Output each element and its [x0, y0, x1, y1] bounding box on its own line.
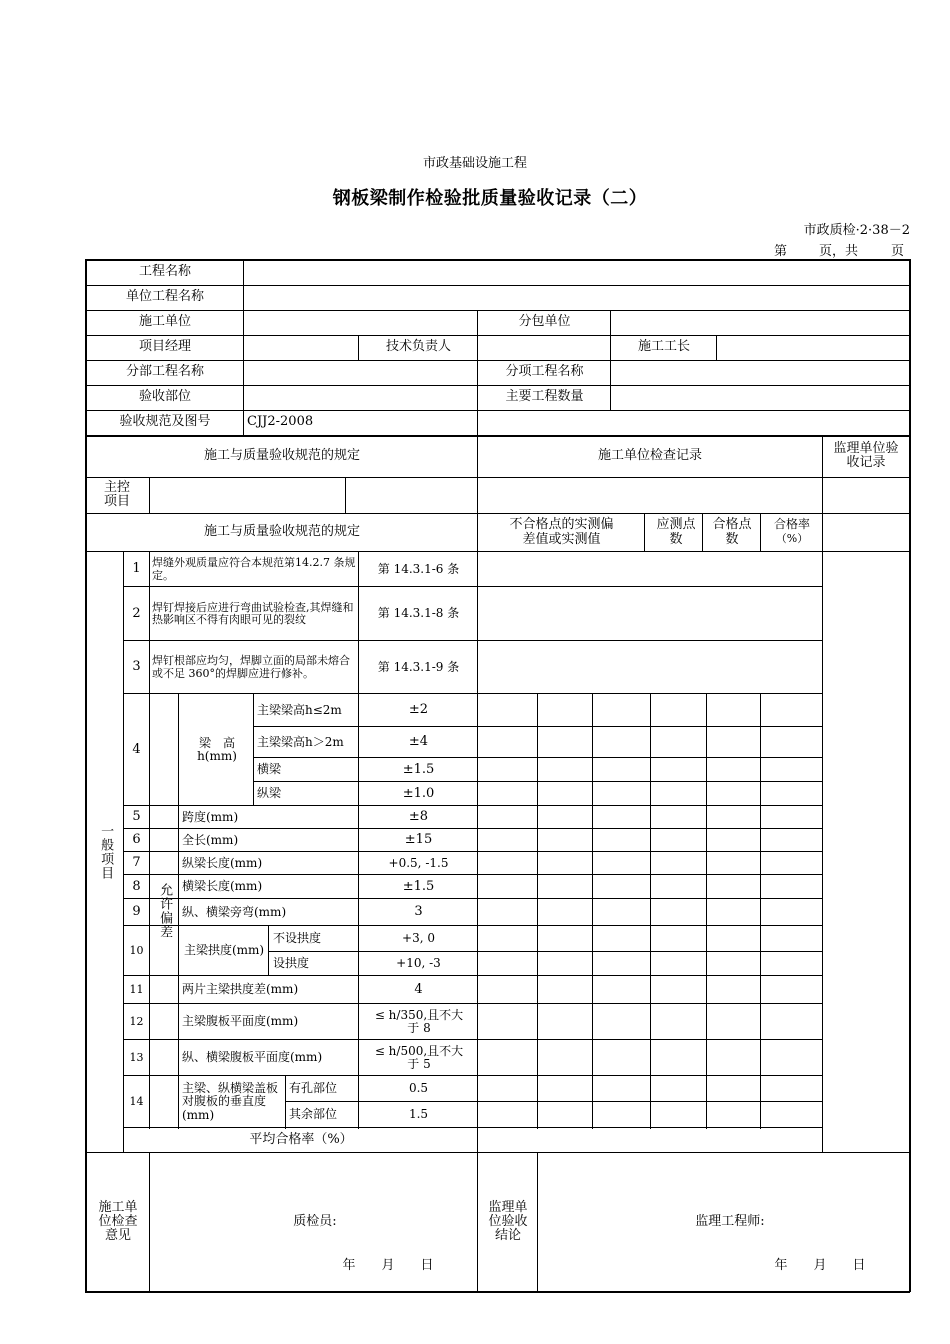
row-4a-value: ±2 [408, 702, 429, 718]
row-9-no: 9 [132, 904, 141, 920]
label-division-name: 分部工程名称 [125, 364, 204, 380]
grid-line [149, 1152, 150, 1292]
row-8-no: 8 [132, 878, 141, 894]
row-13-label: 纵、横梁腹板平面度(mm) [182, 1050, 323, 1065]
grid-line [149, 477, 150, 514]
row-4c-value: ±1.5 [402, 761, 435, 777]
label-engineer: 监理工程师: [695, 1213, 765, 1229]
row-4-no: 4 [132, 741, 141, 757]
row-13-no: 13 [129, 1050, 144, 1064]
grid-line [85, 1291, 910, 1293]
label-unit-project-name: 单位工程名称 [125, 289, 204, 305]
form-code: 市政质检·2·38－2 [803, 223, 910, 238]
date-contractor: 年 月 日 [342, 1257, 434, 1273]
label-supervisor-conclusion: 监理单位验收结论 [488, 1199, 528, 1244]
row-11-label: 两片主梁拱度差(mm) [182, 982, 299, 997]
grid-line [477, 1152, 478, 1292]
row-1-desc: 焊缝外观质量应符合本规范第14.2.7 条规定。 [152, 556, 356, 582]
label-project-name: 工程名称 [138, 264, 191, 280]
header-spec-rules-2: 施工与质量验收规范的规定 [203, 524, 360, 540]
grid-line [702, 513, 703, 552]
row-14a-label: 有孔部位 [289, 1081, 338, 1096]
label-tech-lead: 技术负责人 [385, 339, 451, 355]
row-2-ref: 第 14.3.1-8 条 [377, 606, 460, 621]
label-general-items: 一般项目 [98, 824, 114, 880]
row-10a-value: +3, 0 [402, 931, 435, 946]
label-spec: 验收规范及图号 [119, 414, 211, 430]
row-5-no: 5 [132, 809, 141, 825]
row-3-desc: 焊钉根部应均匀，焊脚立面的局部未熔合或不足 360°的焊脚应进行修补。 [152, 654, 350, 680]
subtitle: 市政基础设施工程 [422, 156, 527, 171]
row-12-label: 主梁腹板平面度(mm) [182, 1014, 299, 1029]
grid-line [650, 693, 651, 1129]
header-contractor-record: 施工单位检查记录 [597, 447, 702, 463]
grid-line [760, 693, 761, 1129]
label-site-foreman: 施工工长 [637, 339, 690, 355]
row-12-no: 12 [129, 1014, 144, 1028]
row-14-group: 主梁、纵横梁盖板对腹板的垂直度(mm) [182, 1081, 279, 1122]
header-should-measure: 应测点数 [656, 517, 696, 547]
spec-value: CJJ2-2008 [247, 414, 314, 430]
row-9-value: 3 [414, 904, 423, 920]
grid-line [592, 693, 593, 1129]
label-allowed-dev: 允许偏差 [157, 883, 173, 939]
row-11-value: 4 [414, 981, 423, 997]
row-5-value: ±8 [408, 809, 429, 825]
grid-line [644, 513, 645, 552]
header-unqualified: 不合格点的实测偏差值或实测值 [509, 517, 614, 547]
row-13-value: ≤ h/500,且不大于 5 [374, 1043, 464, 1071]
label-main-quantity: 主要工程数量 [505, 389, 584, 405]
label-inspector: 质检员: [293, 1213, 337, 1229]
row-10a-label: 不设拱度 [273, 931, 322, 946]
row-4a-label: 主梁梁高h≤2m [257, 702, 342, 717]
page-ye: 页 [891, 244, 905, 259]
row-3-ref: 第 14.3.1-9 条 [377, 659, 460, 674]
average-pass-rate: 平均合格率（%） [249, 1131, 353, 1147]
grid-line [537, 693, 538, 1129]
row-4d-value: ±1.0 [402, 785, 435, 801]
page-title: 钢板梁制作检验批质量验收记录（二） [332, 188, 648, 209]
row-7-label: 纵梁长度(mm) [182, 855, 263, 870]
label-subcontract-unit: 分包单位 [518, 314, 571, 330]
grid-line [345, 477, 346, 514]
row-4b-value: ±4 [408, 734, 429, 750]
header-pass-rate-unit: （%） [775, 531, 809, 545]
row-7-value: +0.5, -1.5 [388, 855, 449, 870]
grid-line [85, 1152, 910, 1153]
page-di: 第 [774, 244, 788, 259]
row-14b-label: 其余部位 [289, 1107, 338, 1122]
row-1-ref: 第 14.3.1-6 条 [377, 561, 460, 576]
page-ye-gong: 页，共 [819, 244, 859, 259]
grid-line [537, 1152, 538, 1292]
row-10-group: 主梁拱度(mm) [183, 943, 265, 958]
label-inspection-part: 验收部位 [138, 389, 191, 405]
row-4d-label: 纵梁 [257, 786, 282, 801]
grid-line [760, 513, 761, 552]
row-4-group: 梁 高h(mm) [197, 735, 237, 763]
row-8-label: 横梁长度(mm) [182, 879, 263, 894]
row-7-no: 7 [132, 855, 141, 871]
row-10-no: 10 [129, 943, 144, 957]
row-14a-value: 0.5 [408, 1081, 429, 1096]
label-contractor-opinion: 施工单位检查意见 [98, 1199, 138, 1244]
row-12-value: ≤ h/350,且不大于 8 [374, 1007, 464, 1035]
row-9-label: 纵、横梁旁弯(mm) [182, 904, 287, 919]
row-6-label: 全长(mm) [182, 832, 239, 847]
date-supervisor: 年 月 日 [774, 1257, 866, 1273]
header-supervisor-record: 监理单位验收记录 [833, 440, 899, 470]
grid-line [822, 435, 823, 552]
row-10b-label: 设拱度 [273, 956, 310, 971]
row-2-no: 2 [132, 605, 141, 621]
row-10b-value: +10, -3 [396, 956, 441, 971]
row-6-no: 6 [132, 832, 141, 848]
label-subitem-name: 分项工程名称 [505, 364, 584, 380]
grid-line [909, 259, 911, 1292]
row-8-value: ±1.5 [402, 878, 435, 894]
grid-line [822, 551, 823, 1153]
header-pass-rate: 合格率 [773, 517, 810, 532]
label-construction-unit: 施工单位 [138, 314, 191, 330]
label-main-control: 主控项目 [103, 479, 130, 509]
label-project-manager: 项目经理 [138, 339, 191, 355]
header-qualified-points: 合格点数 [712, 517, 752, 547]
row-6-value: ±15 [404, 832, 433, 848]
row-3-no: 3 [132, 659, 141, 675]
row-2-desc: 焊钉焊接后应进行弯曲试验检查,其焊缝和热影响区不得有肉眼可见的裂纹 [152, 600, 354, 626]
grid-line [706, 693, 707, 1129]
grid-line [268, 925, 269, 976]
row-1-no: 1 [132, 561, 141, 577]
row-4b-label: 主梁梁高h＞2m [257, 734, 344, 749]
row-11-no: 11 [129, 982, 144, 996]
grid-line [85, 477, 910, 478]
row-14-no: 14 [129, 1094, 144, 1108]
row-4c-label: 横梁 [257, 762, 282, 777]
header-spec-rules: 施工与质量验收规范的规定 [203, 447, 360, 463]
row-5-label: 跨度(mm) [182, 809, 239, 824]
row-14b-value: 1.5 [408, 1107, 429, 1122]
